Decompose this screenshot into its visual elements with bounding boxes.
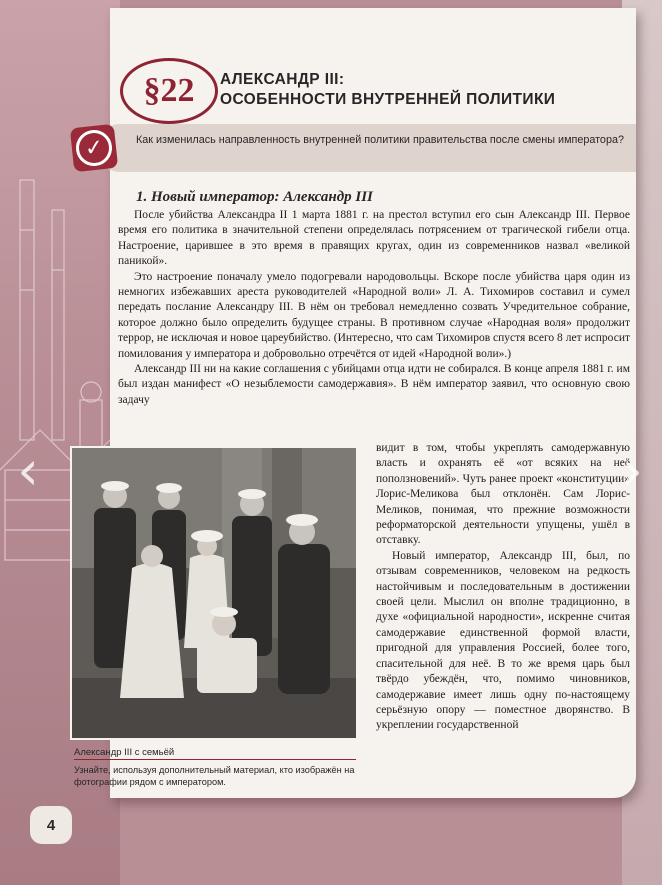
photo-caption-title: Александр III с семьёй (74, 747, 175, 758)
section-number: §22 (143, 72, 195, 109)
subheading: 1. Новый император: Александр III (136, 189, 373, 205)
paragraph: Это настроение поначалу умело подогревали народовольцы. Вскоре после убийства царя один из немногих избежавших ареста руководителей «Народной воли» Л. А. Тихомиров составил и сумел передать послание Александру III. В нём он требовал немедленно созвать Учредительное собрание, которое должно было определить будущее страны. В противном случае «Народная воля» продолжит террор, не исключая и новое цареубийство. (Интересно, что сам Тихомиров спустя всего 8 лет испросит помилования у императора и добровольно отречётся от идей «Народной воли».) (118, 270, 630, 360)
question-text: Как изменилась направленность внутренней политики правительства после смены императора? (136, 134, 624, 146)
paragraph: Александр III ни на какие соглашения с убийцами отца идти не собирался. В конце апреля 1881 г. им был издан манифест «О незыблемости самодержавия». В нём император заявил, что основную свою задачу (118, 363, 630, 406)
paragraph: После убийства Александра II 1 марта 1881 г. на престол вступил его сын Александр III. Первое время его политика в значительной степени определялась потрясением от трагической гибели отца. Настроение, царившее в это время в правящих кругах, один из современников назвал «великой паникой». (118, 209, 630, 268)
page-number: 4 (30, 806, 72, 844)
body-text-full-width (118, 208, 630, 408)
section-title (220, 70, 620, 110)
caption-divider (74, 759, 356, 760)
family-photo (72, 448, 356, 738)
question-box (96, 124, 636, 172)
next-page-arrow-icon[interactable]: › (621, 438, 643, 502)
section-title-line-2: ОСОБЕННОСТИ ВНУТРЕННЕЙ ПОЛИТИКИ (220, 91, 556, 108)
question-badge (70, 124, 118, 172)
checkmark-icon: ✓ (74, 128, 114, 168)
body-text-column (376, 441, 630, 734)
section-title-line-1: АЛЕКСАНДР III: (220, 71, 345, 88)
paragraph: Новый император, Александр III, был, по отзывам современников, человеком на редкость настойчивым и последовательным в достижении своей цели. Мыслил он вполне традиционно, в духе «официальной народности», искренне считая самодержавие единственной формой власти, пригодной для управления Россией, более того, спасительной для неё. В то же время царь был твёрдо убеждён, что, помимо чиновников, самодержавие имеет лишь одну по-настоящему серьёзную опору — поместное дворянство. В укреплении государственной (376, 549, 630, 732)
section-number-badge (120, 58, 218, 124)
previous-page-arrow-icon[interactable]: ‹ (17, 438, 39, 502)
paragraph: видит в том, чтобы укреплять самодержавную власть и охранять её «от всяких на неё поползновений». Чуть ранее проект «конституции» Лорис-Меликова был отклонён. Сам Лорис-Меликов, понимая, что прежние возможности реформаторской деятельности упущены, ушёл в отставку. (376, 442, 630, 547)
photo-caption-task: Узнайте, используя дополнительный материал, кто изображён на фотографии рядом с императором. (74, 765, 355, 787)
